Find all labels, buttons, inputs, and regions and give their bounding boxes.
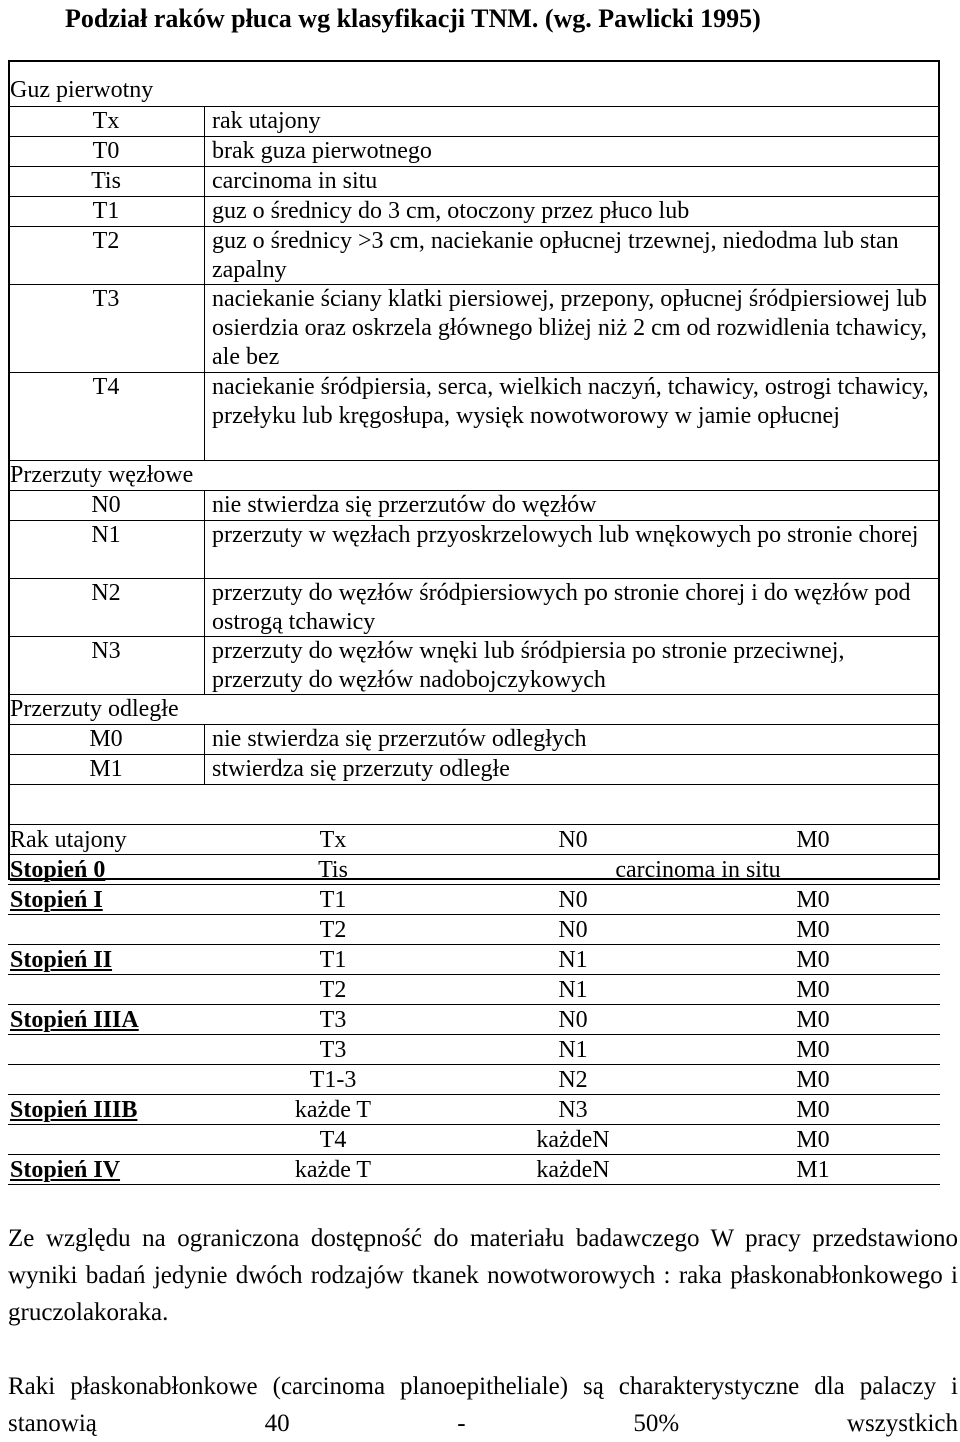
tnm-description: carcinoma in situ: [212, 168, 378, 194]
stage-t: każde T: [294, 1157, 372, 1183]
section-header: Guz pierwotny: [10, 77, 154, 103]
t-row: [8, 106, 940, 136]
stage-t: każde T: [294, 1097, 372, 1123]
stage-row: [8, 1094, 940, 1124]
stage-m: M1: [796, 1157, 830, 1183]
stage-t: Tis: [318, 857, 348, 883]
stage-t: T1: [319, 887, 347, 913]
stage-m: M0: [796, 1067, 830, 1093]
stage-n: N1: [558, 947, 588, 973]
stage-label: Stopień II: [10, 947, 113, 973]
column-divider: [204, 724, 205, 784]
stage-row: [8, 1154, 940, 1184]
stage-n: N1: [558, 1037, 588, 1063]
stage-n: N3: [558, 1097, 588, 1123]
tnm-description: przerzuty do węzłów śródpiersiowych po stronie chorej i do węzłów pod ostrogą tchawicy: [212, 580, 911, 635]
stage-table-bottom-rule: [8, 1184, 940, 1185]
stage-row: [8, 1004, 940, 1034]
stage-row: [8, 884, 940, 914]
t-row: [8, 196, 940, 226]
t-row: [8, 136, 940, 166]
tnm-description: nie stwierdza się przerzutów odległych: [212, 726, 587, 752]
m-row: [8, 724, 940, 754]
stage-t: T1: [319, 947, 347, 973]
stage-n: N2: [558, 1067, 588, 1093]
stage-t: T4: [319, 1127, 347, 1153]
t-row: [8, 372, 940, 460]
tnm-code: N3: [91, 638, 121, 664]
stage-n: N0: [558, 887, 588, 913]
stage-t: T1-3: [309, 1067, 357, 1093]
section-header: Przerzuty węzłowe: [10, 462, 194, 488]
page-title: Podział raków płuca wg klasyfikacji TNM. (wg. Pawlicki 1995): [65, 4, 761, 33]
tnm-code: M1: [89, 756, 123, 782]
column-divider: [204, 106, 205, 460]
tnm-code: Tx: [92, 108, 120, 134]
tnm-code: T2: [92, 228, 120, 254]
section-header-distant: [8, 694, 940, 724]
tnm-code: N1: [91, 522, 121, 548]
tnm-code: N0: [91, 492, 121, 518]
tnm-description: guz o średnicy do 3 cm, otoczony przez płuco lub: [212, 198, 690, 224]
stage-n: każdeN: [536, 1127, 610, 1153]
stage-row: [8, 1034, 940, 1064]
tnm-code: T1: [92, 198, 120, 224]
stage-row: [8, 944, 940, 974]
tnm-description: guz o średnicy >3 cm, naciekanie opłucnej trzewnej, niedodma lub stan zapalny: [212, 228, 899, 283]
stage-m: M0: [796, 1037, 830, 1063]
stage-row: [8, 824, 940, 854]
stage-label: Stopień 0: [10, 857, 106, 883]
stage-m: M0: [796, 827, 830, 853]
tnm-description: przerzuty do węzłów wnęki lub śródpiersia po stronie przeciwnej, przerzuty do węzłów nadobojczykowych: [212, 638, 845, 693]
stage-t: T3: [319, 1007, 347, 1033]
stage-t: T3: [319, 1037, 347, 1063]
section-header: Przerzuty odległe: [10, 696, 179, 722]
stage-t: T2: [319, 917, 347, 943]
m-row: [8, 754, 940, 784]
stage-row: [8, 914, 940, 944]
stage-n: N0: [558, 917, 588, 943]
tnm-code: T3: [92, 286, 120, 312]
n-row: [8, 578, 940, 636]
stage-m: M0: [796, 1007, 830, 1033]
tnm-description: naciekanie śródpiersia, serca, wielkich naczyń, tchawicy, ostrogi tchawicy, przełyku lub kręgosłupa, wysięk nowotworowy w jamie opłucnej: [212, 374, 929, 429]
stage-label: Stopień IIIA: [10, 1007, 139, 1033]
stage-row: [8, 854, 940, 884]
stage-span: carcinoma in situ: [615, 857, 781, 883]
tnm-description: naciekanie ściany klatki piersiowej, przepony, opłucnej śródpiersiowej lub osierdzia oraz oskrzela głównego bliżej niż 2 cm od rozwidlenia tchawicy, ale bez: [212, 286, 927, 370]
stage-n: każdeN: [536, 1157, 610, 1183]
tnm-description: stwierdza się przerzuty odległe: [212, 756, 510, 782]
stage-row: [8, 1124, 940, 1154]
stage-m: M0: [796, 977, 830, 1003]
n-row: [8, 636, 940, 694]
tnm-code: T4: [92, 374, 120, 400]
stage-n: N1: [558, 977, 588, 1003]
stage-m: M0: [796, 1097, 830, 1123]
stage-n: N0: [558, 827, 588, 853]
stage-t: Tx: [319, 827, 347, 853]
stage-label: Stopień I: [10, 887, 103, 913]
stage-label: Rak utajony: [10, 827, 127, 853]
section-header-nodes: [8, 460, 940, 490]
n-row: [8, 490, 940, 520]
tnm-code: N2: [91, 580, 121, 606]
t-row: [8, 226, 940, 284]
stage-t: T2: [319, 977, 347, 1003]
tnm-code: M0: [89, 726, 123, 752]
stage-label: Stopień IIIB: [10, 1097, 138, 1123]
tnm-description: nie stwierdza się przerzutów do węzłów: [212, 492, 597, 518]
stage-n: N0: [558, 1007, 588, 1033]
section-header-primary: [8, 76, 940, 106]
t-row: [8, 284, 940, 372]
stage-m: M0: [796, 887, 830, 913]
tnm-code: T0: [92, 138, 120, 164]
paragraph-2: Raki płaskonabłonkowe (carcinoma planoepitheliale) są charakterystyczne dla palaczy i stanowią 40 - 50% wszystkich: [8, 1373, 958, 1437]
t-row: [8, 166, 940, 196]
paragraph-1: Ze względu na ograniczona dostępność do materiału badawczego W pracy przedstawiono wyniki badań jedynie dwóch rodzajów tkanek nowotworowych : raka płaskonabłonkowego i gruczolakoraka.: [8, 1225, 958, 1326]
stage-label: Stopień IV: [10, 1157, 121, 1183]
tnm-description: rak utajony: [212, 108, 321, 134]
stage-row: [8, 974, 940, 1004]
stage-m: M0: [796, 1127, 830, 1153]
stage-row: [8, 1064, 940, 1094]
column-divider: [204, 490, 205, 694]
tnm-description: brak guza pierwotnego: [212, 138, 432, 164]
stage-m: M0: [796, 917, 830, 943]
n-row: [8, 520, 940, 578]
tnm-description: przerzuty w węzłach przyoskrzelowych lub wnękowych po stronie chorej: [212, 522, 919, 548]
stage-m: M0: [796, 947, 830, 973]
tnm-code: Tis: [91, 168, 121, 194]
